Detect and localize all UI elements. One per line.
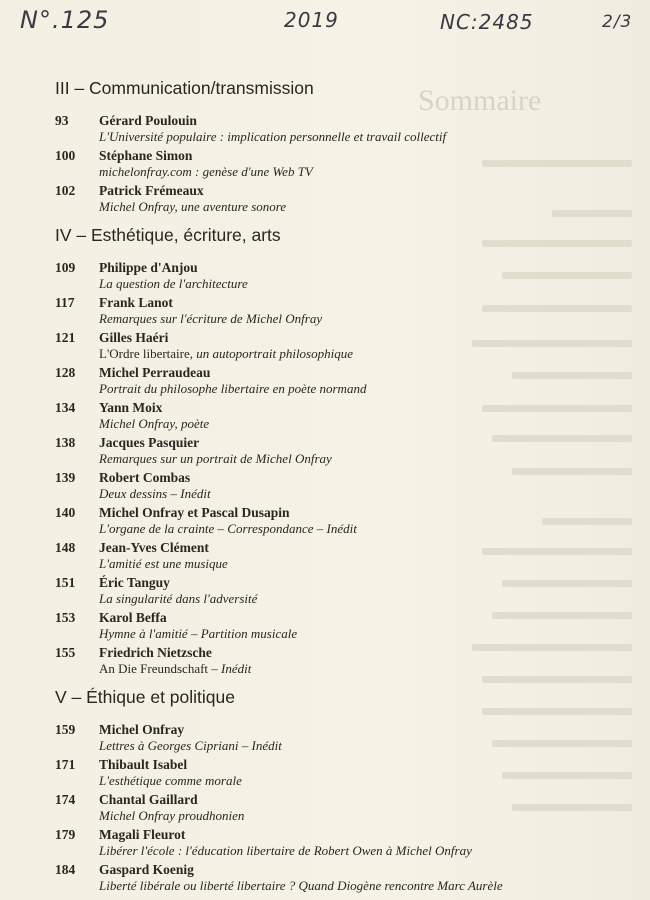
work-title: L'Ordre libertaire, un autoportrait philosophique [99,346,353,361]
work-title: michelonfray.com : genèse d'une Web TV [99,164,313,179]
toc-entry [55,330,615,362]
toc-entry [55,722,615,754]
page-number: 184 [55,862,76,877]
section-title: IV – Esthétique, écriture, arts [55,225,281,245]
page-number: 102 [55,183,76,198]
page-number: 139 [55,470,76,485]
work-title: La question de l'architecture [99,276,248,291]
toc-entry [55,365,615,397]
author-name: Robert Combas [99,470,191,485]
author-name: Jacques Pasquier [99,435,200,450]
toc-entry [55,645,615,677]
page-number: 121 [55,330,76,345]
author-name: Frank Lanot [99,295,173,310]
work-title: Michel Onfray, poète [99,416,210,431]
page-number: 179 [55,827,76,842]
work-title: L'Université populaire : implication personnelle et travail collectif [99,129,447,144]
toc-entry [55,505,615,537]
toc-entry [55,295,615,327]
author-name: Jean-Yves Clément [99,540,209,555]
toc-entry [55,113,615,145]
toc-entry [55,183,615,215]
handwritten-reference: NC:2485 [440,10,534,34]
handwritten-fraction: 2/3 [602,12,633,32]
section-title: III – Communication/transmission [55,78,314,98]
author-name: Gérard Poulouin [99,113,197,128]
author-name: Éric Tanguy [99,575,170,590]
work-title: Michel Onfray, une aventure sonore [99,199,287,214]
work-title: Remarques sur un portrait de Michel Onfray [99,451,332,466]
page-number: 153 [55,610,76,625]
page-number: 109 [55,260,76,275]
author-name: Yann Moix [99,400,163,415]
author-name: Michel Perraudeau [99,365,211,380]
author-name: Stéphane Simon [99,148,193,163]
page-number: 93 [55,113,69,128]
work-title: Michel Onfray proudhonien [99,808,245,823]
author-name: Thibault Isabel [99,757,188,772]
author-name: Philippe d'Anjou [99,260,198,275]
toc-entry [55,148,615,180]
page-number: 151 [55,575,76,590]
toc-entry [55,435,615,467]
work-title: Libérer l'école : l'éducation libertaire de Robert Owen à Michel Onfray [99,843,472,858]
work-title: Portrait du philosophe libertaire en poète normand [99,381,367,396]
toc-entry [55,260,615,292]
toc-entry [55,757,615,789]
work-title: L'esthétique comme morale [99,773,242,788]
author-name: Karol Beffa [99,610,167,625]
page-number: 100 [55,148,76,163]
handwritten-year: 2019 [284,8,339,32]
toc-entry [55,575,615,607]
work-title: Deux dessins – Inédit [99,486,211,501]
toc-entry [55,827,615,859]
page-number: 159 [55,722,76,737]
work-title: La singularité dans l'adversité [99,591,258,606]
author-name: Michel Onfray [99,722,185,737]
work-title: Remarques sur l'écriture de Michel Onfray [99,311,323,326]
page-number: 134 [55,400,76,415]
page-number: 128 [55,365,76,380]
toc-entry [55,862,615,894]
page-number: 140 [55,505,76,520]
page-number: 171 [55,757,76,772]
page-number: 138 [55,435,76,450]
toc-entry [55,610,615,642]
bleed-through-title: Sommaire [418,84,542,117]
work-title: L'amitié est une musique [99,556,228,571]
work-title: Lettres à Georges Cipriani – Inédit [99,738,282,753]
handwritten-number: N°.125 [20,6,110,34]
toc-entry [55,470,615,502]
toc-entry [55,792,615,824]
work-title: An Die Freundschaft – Inédit [99,661,252,676]
section-ethique [55,687,615,894]
author-name: Michel Onfray et Pascal Dusapin [99,505,290,520]
page-number: 117 [55,295,75,310]
author-name: Magali Fleurot [99,827,186,842]
author-name: Friedrich Nietzsche [99,645,212,660]
section-esthetique [55,225,615,677]
toc-entry [55,540,615,572]
work-title: Liberté libérale ou liberté libertaire ? Quand Diogène rencontre Marc Aurèle [99,878,503,893]
work-title: Hymne à l'amitié – Partition musicale [99,626,298,641]
author-name: Gaspard Koenig [99,862,194,877]
section-communication [55,78,615,215]
page-number: 148 [55,540,76,555]
author-name: Chantal Gaillard [99,792,198,807]
author-name: Gilles Haéri [99,330,169,345]
work-title: L'organe de la crainte – Correspondance – Inédit [99,521,357,536]
table-of-contents [55,78,615,900]
toc-entry [55,400,615,432]
author-name: Patrick Frémeaux [99,183,204,198]
page-number: 174 [55,792,76,807]
page-number: 155 [55,645,76,660]
section-title: V – Éthique et politique [55,687,235,707]
